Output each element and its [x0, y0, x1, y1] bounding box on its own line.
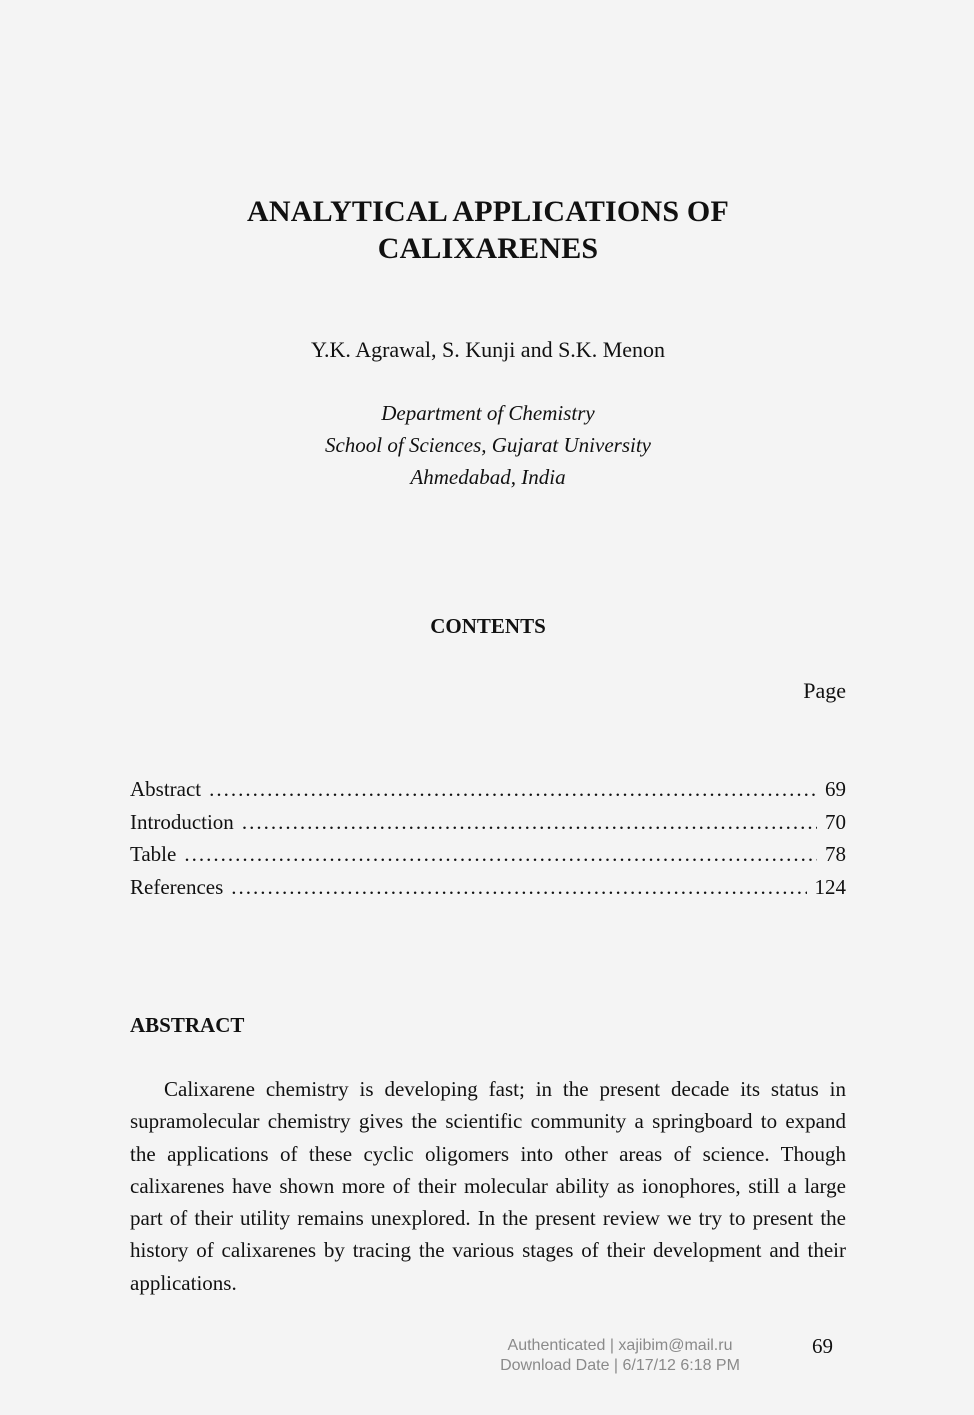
- affiliation-school: School of Sciences, Gujarat University: [324, 433, 651, 457]
- table-of-contents: [130, 773, 846, 903]
- dot-leader: [242, 806, 817, 838]
- toc-entry-table[interactable]: [130, 838, 846, 871]
- contents-heading: CONTENTS: [430, 614, 546, 638]
- dot-leader: [209, 773, 817, 805]
- author-list: Y.K. Agrawal, S. Kunji and S.K. Menon: [310, 337, 666, 362]
- page-number: 69: [812, 1334, 833, 1358]
- watermark-download-date: Download Date | 6/17/12 6:18 PM: [500, 1357, 740, 1374]
- toc-entry-page: 70: [825, 809, 846, 834]
- toc-entry-introduction[interactable]: [130, 806, 846, 839]
- toc-entry-label: References: [130, 874, 224, 899]
- download-watermark: [470, 1336, 770, 1376]
- toc-entry-page: 69: [825, 777, 846, 801]
- contents-page-label: Page: [803, 678, 846, 703]
- toc-entry-label: Introduction: [130, 809, 234, 834]
- watermark-authenticated: Authenticated | xajibim@mail.ru: [507, 1337, 733, 1354]
- affiliation: [130, 397, 846, 493]
- toc-entry-page: 78: [825, 842, 846, 866]
- toc-entry-label: Abstract: [130, 777, 202, 801]
- dot-leader: [231, 871, 806, 903]
- toc-entry-label: Table: [130, 842, 177, 866]
- title-line-2: CALIXARENES: [377, 232, 599, 265]
- article-title: [130, 193, 846, 267]
- affiliation-location: Ahmedabad, India: [410, 465, 566, 489]
- abstract-heading: ABSTRACT: [130, 1013, 245, 1037]
- affiliation-department: Department of Chemistry: [381, 401, 595, 425]
- toc-entry-abstract[interactable]: [130, 773, 846, 806]
- dot-leader: [184, 838, 817, 870]
- toc-entry-references[interactable]: [130, 871, 846, 904]
- abstract-body: Calixarene chemistry is developing fast; in the present decade its status in supramolecular chemistry gives the scientific community a springboard to expand the applications of these cyclic oligomers into other areas of science. Though calixarenes have shown more of their molecular ability as ionophores, still a large part of their utility remains unexplored. In the present review we try to present the history of calixarenes by tracing the various stages of their development and their applications.: [130, 1077, 846, 1295]
- title-line-1: ANALYTICAL APPLICATIONS OF: [247, 195, 729, 228]
- toc-entry-page: 124: [814, 874, 846, 899]
